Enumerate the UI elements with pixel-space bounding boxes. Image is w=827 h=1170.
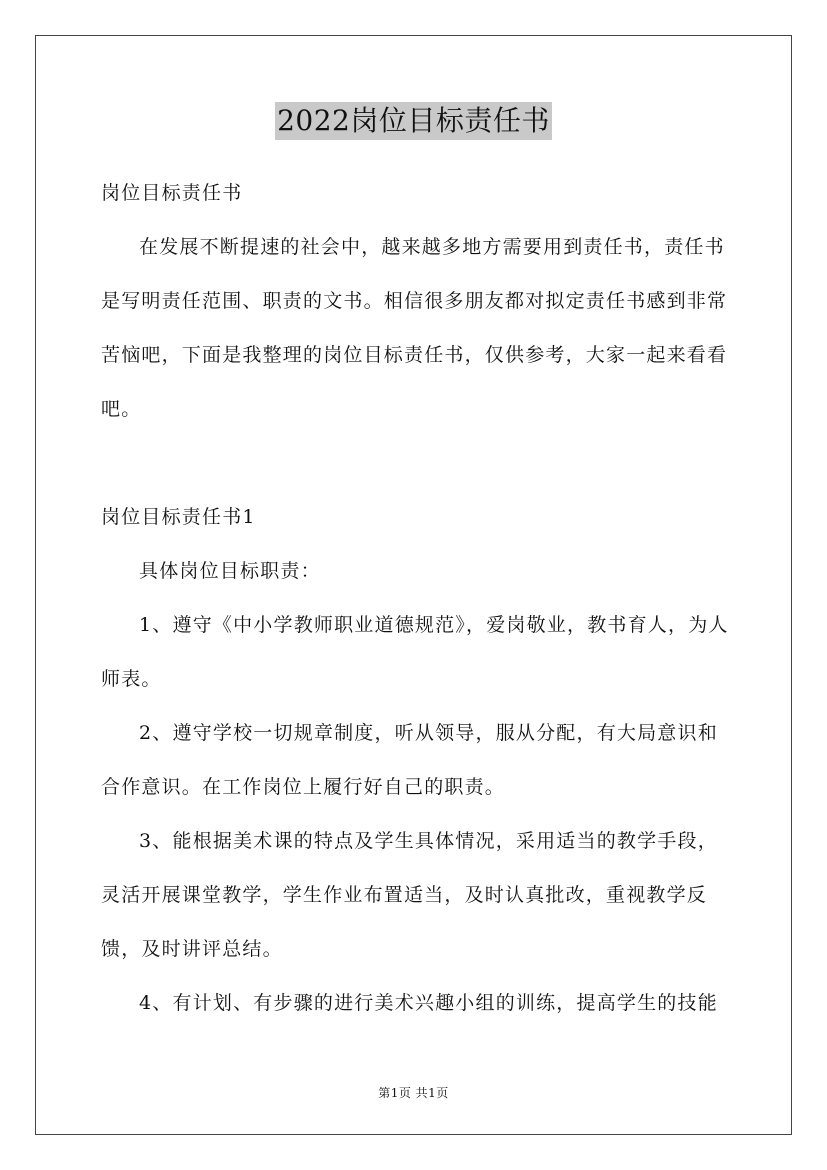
page-footer: 第1页 共1页 bbox=[378, 1086, 449, 1100]
duty-item-2: 2、遵守学校一切规章制度，听从领导，服从分配，有大局意识和合作意识。在工作岗位上履行好自己的职责。 bbox=[101, 722, 718, 798]
duty-item-4: 4、有计划、有步骤的进行美术兴趣小组的训练，提高学生的技能 bbox=[139, 992, 718, 1014]
duty-item-1: 1、遵守《中小学教师职业道德规范》，爱岗敬业，教书育人，为人师表。 bbox=[101, 614, 729, 690]
paragraph-spacer bbox=[101, 436, 729, 490]
duty-item-3: 3、能根据美术课的特点及学生具体情况，采用适当的教学手段，灵活开展课堂教学，学生作业布置适当，及时认真批改，重视教学反馈，及时讲评总结。 bbox=[101, 830, 718, 960]
section-heading: 岗位目标责任书1 bbox=[101, 506, 256, 528]
document-title: 2022岗位目标责任书 bbox=[275, 102, 552, 140]
document-subtitle: 岗位目标责任书 bbox=[101, 182, 243, 204]
document-body bbox=[101, 166, 729, 1030]
duties-heading: 具体岗位目标职责： bbox=[139, 560, 321, 582]
intro-paragraph: 在发展不断提速的社会中，越来越多地方需要用到责任书，责任书是写明责任范围、职责的文书。相信很多朋友都对拟定责任书感到非常苦恼吧，下面是我整理的岗位目标责任书，仅供参考，大家一起来看看吧。 bbox=[101, 236, 728, 420]
title-container bbox=[0, 102, 827, 140]
